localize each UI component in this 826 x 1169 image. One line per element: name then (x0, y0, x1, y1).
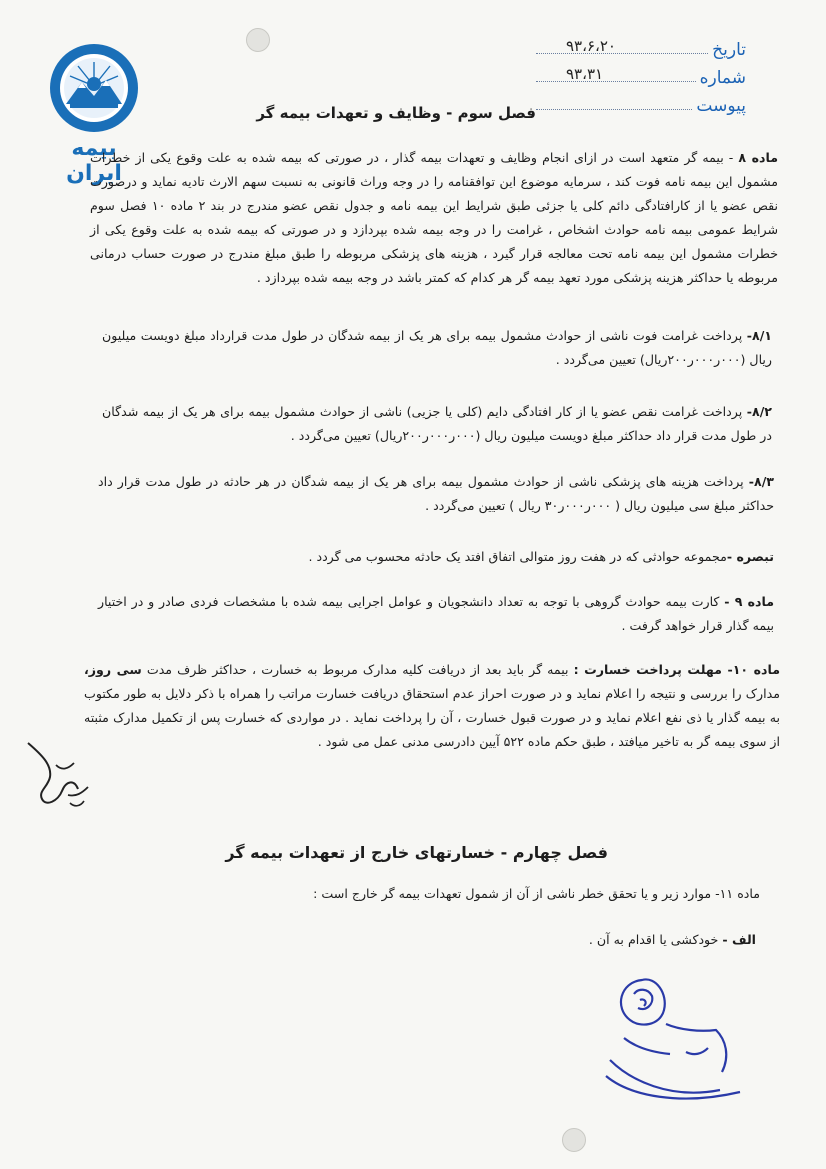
note-heading: تبصره - (726, 549, 774, 564)
note (98, 545, 774, 569)
brand-name: بیمه ایران (66, 136, 122, 186)
chapter-3-title: فصل سوم - وظایف و تعهدات بیمه گر (256, 104, 536, 122)
article-10-heading: ماده ۱۰- مهلت پرداخت خسارت : (573, 662, 780, 677)
article-10 (84, 658, 780, 754)
date-row (536, 32, 746, 60)
clause-8-3-heading: ۸/۳- (748, 474, 774, 489)
clause-8-2-heading: ۸/۲- (746, 404, 772, 419)
date-value: ۹۳،۶،۲۰ (566, 37, 616, 55)
article-10-emphasis: سی روز، (84, 662, 142, 677)
article-8-text: - بیمه گر متعهد است در ازای انجام وظایف و تعهدات بیمه گذار ، در صورتی که بیمه شده به علت وقوع یکی از خطرات مشمول این بیمه نامه فوت کند ، سرمایه موضوع این توافقنامه را در وجه وراث قانونی به نسبت سهم الارث تادیه نماید و درصورت نقص عضو یا از کارافتادگی دائم کلی یا جزئی طبق شرایط این بیمه نامه و جدول نقص عضو مندرج در بند ۲ ماده ۱۰ فصل سوم شرایط عمومی بیمه نامه حوادث اشخاص ، غرامت را در وجه بیمه شده بپردازد و در صورتی که بیمه شده به علت وقوع یکی از خطرات مشمول این بیمه نامه تحت معالجه قرار گیرد ، هزینه های پزشکی مربوطه را طبق مبلغ مندرج در صورت حساب درمانی مربوطه یا حداکثر هزینه پزشکی مورد تعهد بیمه گر هر کدام که کمتر باشد در وجه بیمه شده بپردازد . (90, 150, 779, 285)
handwritten-signature (22, 735, 102, 815)
university-stamp (590, 960, 760, 1110)
article-8-heading: ماده ۸ (738, 150, 778, 165)
clause-8-1 (102, 324, 772, 372)
letter-meta (536, 32, 746, 116)
clause-8-1-heading: ۸/۱- (746, 328, 772, 343)
punch-hole (562, 1128, 586, 1152)
clause-8-2 (102, 400, 772, 448)
item-alef (456, 928, 756, 952)
date-label: تاریخ (712, 40, 746, 60)
item-alef-text: خودکشی یا اقدام به آن . (588, 932, 723, 947)
article-9-text: کارت بیمه حوادث گروهی با توجه به تعداد دانشجویان و عوامل اجرایی بیمه شده با مشخصات فردی صادر و در اختیار بیمه گذار قرار خواهد گرفت . (98, 594, 774, 633)
number-label: شماره (699, 68, 746, 88)
clause-8-2-text: پرداخت غرامت نقص عضو یا از کار افتادگی دایم (کلی یا جزیی) ناشی از حوادث مشمول بیمه برای هر یک از بیمه شدگان در طول مدت قرار داد حداکثر مبلغ دویست میلیون ریال (۰۰۰ر۰۰۰ر۲۰۰ریال) تعیین می‌گردد . (102, 404, 772, 443)
article-10-text-before: بیمه گر باید بعد از دریافت کلیه مدارک مربوط به خسارت ، حداکثر ظرف مدت (141, 662, 574, 677)
article-10-text-after: مدارک را بررسی و نتیجه را اعلام نماید و در صورت احراز عدم استحقاق دریافت خسارت مراتب را همراه با ذکر دلایل به طور مکتوب به بیمه گذار یا ذی نفع اعلام نماید و در صورت قبول خسارت ، آن را پرداخت نماید . در مواردی که خسارت پس از تکمیل مدارک مثبته از سوی بیمه گر به تاخیر میافتد ، طبق حکم ماده ۵۲۲ آیین دادرسی مدنی عمل می شود . (84, 686, 780, 749)
number-value: ۹۳،۳۱ (566, 65, 604, 83)
clause-8-3 (98, 470, 774, 518)
clause-8-3-text: پرداخت هزینه های پزشکی ناشی از حوادث مشمول بیمه برای هر یک از بیمه شدگان در هر حادثه در طول مدت قرار داد حداکثر مبلغ سی میلیون ریال ( ۰۰۰ر۰۰۰ر۳۰ ریال ) تعیین می‌گردد . (98, 474, 774, 513)
chapter-4-title: فصل چهارم - خسارتهای خارج از تعهدات بیمه گر (225, 843, 608, 862)
number-row (536, 60, 746, 88)
article-11: ماده ۱۱- موارد زیر و یا تحقق خطر ناشی از آن از شمول تعهدات بیمه گر خارج است : (313, 886, 760, 901)
attachment-label: پیوست (696, 96, 746, 116)
article-9-heading: ماده ۹ - (724, 594, 774, 609)
clause-8-1-text: پرداخت غرامت فوت ناشی از حوادث مشمول بیمه برای هر یک از بیمه شدگان در طول مدت قرارداد مبلغ دویست میلیون ریال (۰۰۰ر۰۰۰ر۲۰۰ریال) تعیین می‌گردد . (102, 328, 772, 367)
mountain-seal-icon (48, 42, 140, 134)
note-text: مجموعه حوادثی که در هفت روز متوالی اتفاق افتد یک حادثه محسوب می گردد . (308, 549, 727, 564)
item-alef-heading: الف - (722, 932, 756, 947)
article-9 (98, 590, 774, 638)
punch-hole (246, 28, 270, 52)
article-8 (90, 146, 778, 290)
attachment-row (536, 88, 746, 116)
